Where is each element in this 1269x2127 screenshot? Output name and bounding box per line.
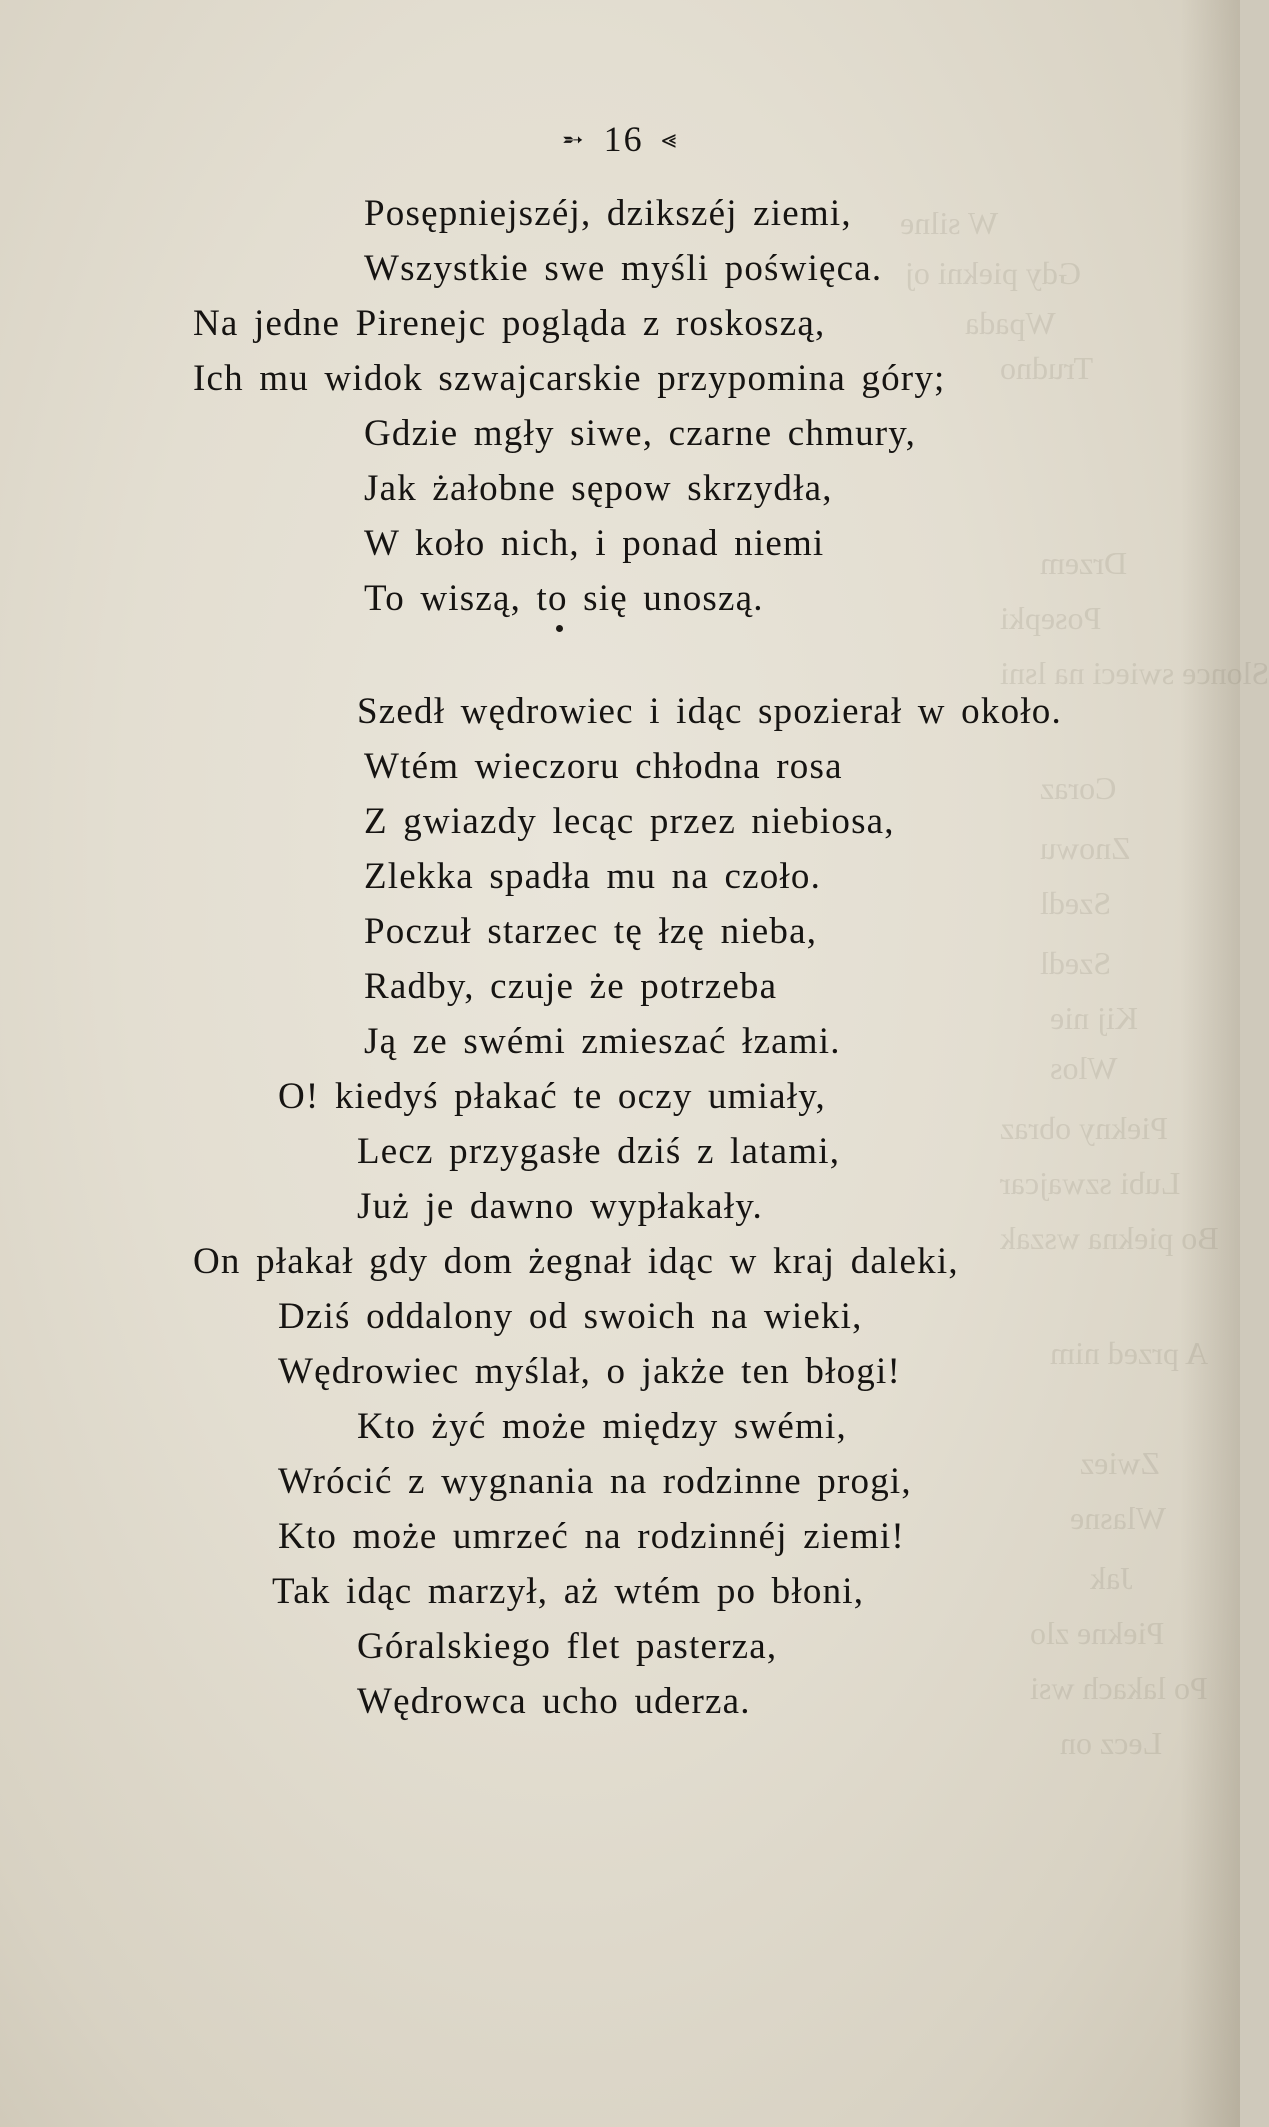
verse-line: Gdzie mgły siwe, czarne chmury, [364, 413, 917, 454]
verse-line: Wrócić z wygnania na rodzinne progi, [278, 1461, 912, 1502]
bleed-mark: Zwiez [1080, 1445, 1160, 1481]
ornament-left-icon: ➵ [561, 124, 586, 154]
verse-line: Kto może umrzeć na rodzinnéj ziemi! [278, 1516, 905, 1557]
bleed-mark: Kij nie [1050, 1000, 1138, 1036]
ornament-right-icon: ⪡ [661, 124, 679, 154]
bleed-mark: Gdy piekni oj [905, 255, 1081, 291]
bleed-mark: Wpada [965, 305, 1056, 341]
section-dot [556, 625, 563, 632]
page-edge-shadow [1180, 0, 1240, 2127]
verse-line: Już je dawno wypłakały. [357, 1186, 763, 1227]
verse-line: Ją ze swémi zmieszać łzami. [364, 1021, 841, 1062]
bleed-mark: Slonce swieci na lsni [1000, 655, 1269, 691]
page-number: 16 [603, 119, 644, 159]
verse-line: Jak żałobne sępow skrzydła, [364, 468, 833, 509]
bleed-mark: Piekny obraz [1000, 1110, 1168, 1146]
verse-line: Dziś oddalony od swoich na wieki, [278, 1296, 863, 1337]
verse-line: Wędrowiec myślał, o jakże ten błogi! [278, 1351, 902, 1392]
verse-line: Na jedne Pirenejc pogląda z roskoszą, [193, 303, 826, 344]
bleed-mark: Coraz [1040, 770, 1117, 806]
bleed-mark: Wlasne [1070, 1500, 1166, 1536]
verse-line: O! kiedyś płakać te oczy umiały, [278, 1076, 826, 1117]
verse-line: Wtém wieczoru chłodna rosa [364, 746, 843, 787]
bleed-mark: Znowu [1040, 830, 1131, 866]
bleed-mark: A przed nim [1050, 1335, 1209, 1371]
verse-line: Szedł wędrowiec i idąc spozierał w około. [357, 691, 1062, 732]
bleed-mark: Po lakach wsi [1030, 1670, 1208, 1706]
bleed-mark: Bo piekna wszak [1000, 1220, 1219, 1256]
verse-line: On płakał gdy dom żegnał idąc w kraj daleki, [193, 1241, 959, 1282]
verse-line: Zlekka spadła mu na czoło. [364, 856, 822, 897]
bleed-mark: Lubi szwajcar [1000, 1165, 1181, 1201]
verse-line: Posępniejszéj, dzikszéj ziemi, [364, 193, 852, 234]
verse-line: Tak idąc marzył, aż wtém po błoni, [272, 1571, 865, 1612]
page-header [0, 118, 1240, 168]
bleed-mark: Jak [1090, 1560, 1133, 1596]
bleed-mark: Posepki [1000, 600, 1102, 636]
bleed-mark: Lecz on [1060, 1725, 1163, 1761]
bleed-mark: Szedl [1040, 885, 1112, 921]
verse-line: Wędrowca ucho uderza. [357, 1681, 751, 1722]
verse-line: Radby, czuje że potrzeba [364, 966, 778, 1007]
verse-line: Kto żyć może między swémi, [357, 1406, 847, 1447]
verse-line: To wiszą, to się unoszą. [364, 578, 764, 619]
verse-line: Lecz przygasłe dziś z latami, [357, 1131, 841, 1172]
bleed-mark: Wlos [1050, 1050, 1118, 1086]
bleed-mark: Szedl [1040, 945, 1112, 981]
bleed-mark: W silne [900, 205, 999, 241]
bleed-mark: Drzem [1040, 545, 1128, 581]
verse-line: Poczuł starzec tę łzę nieba, [364, 911, 818, 952]
bleed-mark: Trudno [1000, 350, 1094, 386]
bleed-mark: Piekne zlo [1030, 1615, 1165, 1651]
verse-line: Z gwiazdy lecąc przez niebiosa, [364, 801, 895, 842]
verse-line: W koło nich, i ponad niemi [364, 523, 825, 564]
verse-line: Ich mu widok szwajcarskie przypomina góry; [193, 358, 946, 399]
verse-line: Wszystkie swe myśli poświęca. [364, 248, 883, 289]
verse-line: Góralskiego flet pasterza, [357, 1626, 778, 1667]
